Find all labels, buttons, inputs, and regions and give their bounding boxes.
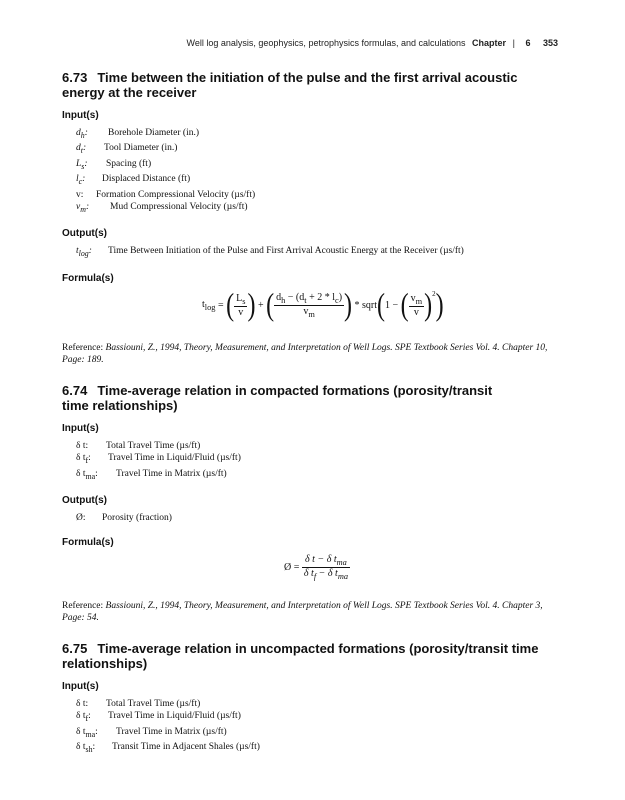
section-title-line2: time relationships) [62,397,178,413]
plus-sign: + [257,300,264,312]
input-item [76,440,562,453]
section-title [62,383,562,413]
input-symbol: δ $t_f$: [76,453,91,466]
input-symbol: δ $t_f$: [76,711,91,724]
left-paren: ( [226,288,235,323]
input-item [76,173,562,188]
chapter-label: Chapter [472,38,507,48]
section-6-74 [62,383,562,625]
output-desc: Porosity (fraction) [102,513,172,524]
output-symbol: $t_{log}$: [76,246,92,259]
porosity-fraction: $\frac{\delta t - \delta t_{ma}}{\delta t_f - \delta t_{ma}}$ [303,553,349,581]
section-title [62,641,562,671]
input-symbol: δ $t_{ma}$: [76,468,98,481]
input-desc: Travel Time in Liquid/Fluid (µs/ft) [108,711,241,722]
running-title: Well log analysis, geophysics, petrophysics formulas, and calculations [186,38,466,48]
left-paren: ( [400,288,409,323]
page-number: 353 [542,38,558,48]
input-item [76,201,562,216]
section-title-line1: Time-average relation in uncompacted formations (porosity/transit time [97,640,539,656]
input-symbol: v: [76,189,84,200]
input-symbol: δ t: [76,698,89,709]
inputs-list [62,698,562,757]
input-desc: Displaced Distance (ft) [102,174,191,185]
input-desc: Total Travel Time (µs/ft) [106,440,201,451]
input-item [76,468,562,483]
input-item [76,452,562,467]
input-symbol: $L_s$: [76,158,88,171]
input-desc: Travel Time in Liquid/Fluid (µs/ft) [108,453,241,464]
inputs-heading: Input(s) [62,110,99,121]
right-paren: ) [247,288,256,323]
left-paren: ( [266,288,275,323]
exponent: 2 [432,289,436,298]
formula-heading: Formula(s) [62,272,114,284]
equals-sign: = [293,561,300,573]
inputs-heading: Input(s) [62,680,99,692]
input-desc: Travel Time in Matrix (µs/ft) [116,726,227,737]
input-item [76,726,562,741]
fraction-diameter-term: $\frac{d_h - (d_t + 2 * l_c)}{v_m}$ [276,292,343,320]
input-item [76,127,562,142]
inputs-heading: Input(s) [62,422,99,434]
formula-heading: Formula(s) [62,536,114,548]
formula-6-73 [202,290,562,328]
reference: Reference: Bassiouni, Z., 1994, Theory, Measurement, and Interpretation of Well Logs. SPE Textbook Series Vol. 4. Chapter 3, Page: 54. [62,600,543,624]
section-title-line1: Time between the initiation of the pulse and the first arrival acoustic [97,70,518,85]
right-paren: ) [424,288,433,323]
output-desc: Time Between Initiation of the Pulse and First Arrival Acoustic Energy at the Receiver (µs/ft) [108,246,464,257]
chapter-number: 6 [525,38,531,48]
input-item [76,158,562,173]
section-6-75 [62,641,562,757]
input-item [76,710,562,725]
output-item [76,512,562,525]
left-paren: ( [377,288,386,323]
input-item [76,741,562,756]
input-symbol: δ t: [76,440,89,451]
formula-lhs: Ø [284,561,292,573]
reference: Reference: Bassiouni, Z., 1994, Theory, Measurement, and Interpretation of Well Logs. SPE Textbook Series Vol. 4. Chapter 10, Page: 189. [62,342,548,366]
one-minus: 1 − [385,300,399,312]
section-title-line1: Time-average relation in compacted formations (porosity/transit [97,382,493,398]
input-symbol: $d_t$: [76,143,87,156]
input-desc: Formation Compressional Velocity (µs/ft) [96,189,256,200]
inputs-list [62,440,562,483]
input-desc: Tool Diameter (in.) [104,143,178,154]
input-symbol: $l_c$: [76,174,86,187]
section-title-line2: relationships) [62,655,148,671]
outputs-heading: Output(s) [62,228,107,240]
sqrt-operator: * sqrt [354,300,378,312]
right-paren: ) [435,288,444,323]
input-desc: Mud Compressional Velocity (µs/ft) [110,202,248,213]
formula-6-74 [284,554,562,588]
section-number: 6.75 [62,640,88,656]
input-desc: Transit Time in Adjacent Shales (µs/ft) [112,741,260,752]
equals-sign: = [217,300,224,312]
output-item [76,245,562,260]
section-title [62,70,562,100]
input-symbol: $d_h$: [76,128,88,140]
inputs-list [62,127,562,216]
input-desc: Spacing (ft) [106,158,152,169]
section-number: 6.74 [62,382,88,398]
section-number: 6.73 [62,70,88,85]
formula-lhs: $t_{log}$ [202,299,216,313]
input-item [76,698,562,711]
input-item [76,142,562,157]
input-symbol: δ $t_{sh}$: [76,741,96,754]
fraction-ls-over-v: $\frac{L_s}{v}$ [236,293,246,319]
section-title-line2: energy at the receiver [62,85,197,100]
header-separator: | [512,38,515,48]
input-item [76,189,562,202]
input-desc: Borehole Diameter (in.) [108,128,200,138]
input-symbol: $v_m$: [76,202,90,214]
input-desc: Total Travel Time (µs/ft) [106,698,201,709]
output-symbol: Ø: [76,513,86,524]
fraction-vm-over-v: $\frac{v_m}{v}$ [410,293,423,319]
running-header [187,38,558,48]
right-paren: ) [344,288,353,323]
outputs-heading: Output(s) [62,495,107,507]
input-desc: Travel Time in Matrix (µs/ft) [116,468,227,479]
input-symbol: δ $t_{ma}$: [76,726,98,739]
section-6-73 [62,70,562,367]
content [62,70,562,756]
